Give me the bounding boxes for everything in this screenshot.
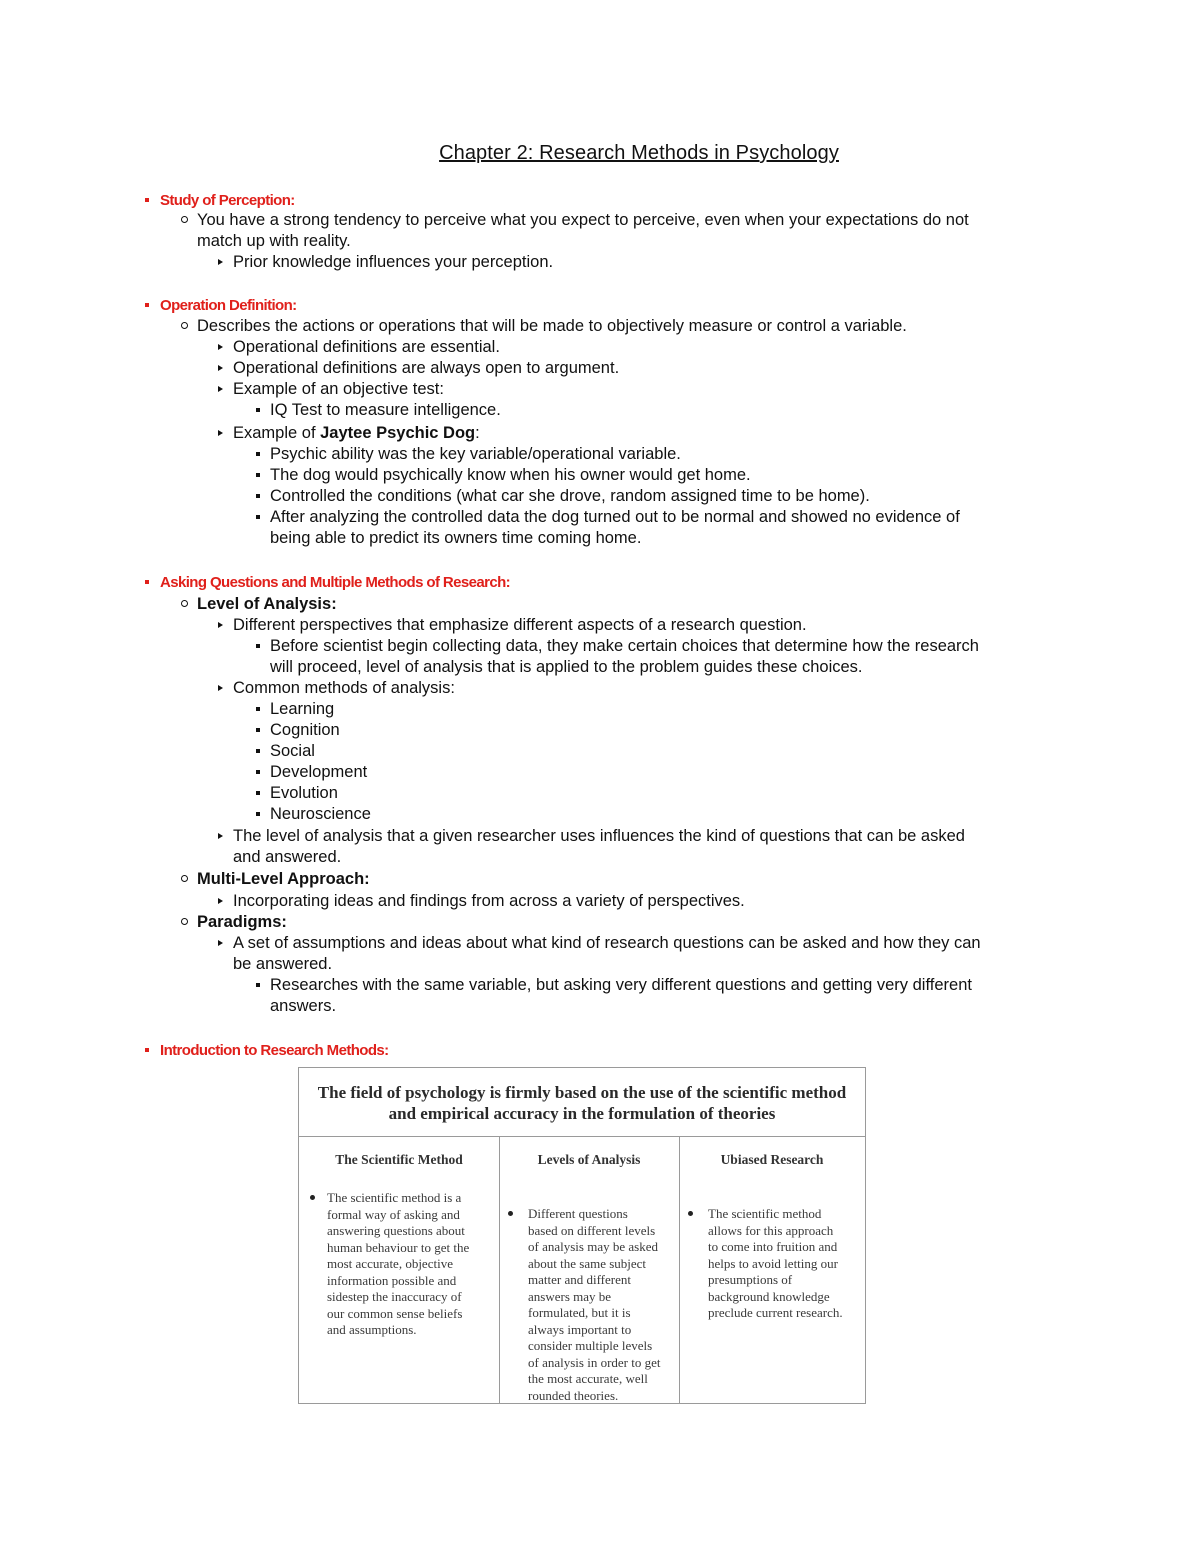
column-line: our common sense beliefs bbox=[327, 1305, 463, 1321]
bullet-marker bbox=[145, 303, 149, 307]
column-heading-scientific-method: The Scientific Method bbox=[335, 1152, 463, 1167]
column-heading-unbiased-research: Ubiased Research bbox=[720, 1152, 824, 1167]
column-divider bbox=[499, 1136, 500, 1403]
column-line: and assumptions. bbox=[327, 1322, 417, 1337]
paradigms-sub-item: Researches with the same variable, but asking very different questions and getting very different bbox=[270, 976, 972, 994]
circle-bullet bbox=[181, 918, 188, 925]
circle-bullet bbox=[181, 875, 188, 882]
square-bullet bbox=[256, 452, 260, 456]
column-line: answers may be bbox=[528, 1288, 612, 1304]
column-heading-levels-of-analysis: Levels of Analysis bbox=[537, 1152, 641, 1167]
square-bullet bbox=[256, 983, 260, 987]
figure-title bbox=[299, 1082, 865, 1124]
operation-point: Describes the actions or operations that will be made to objectively measure or control a variable. bbox=[197, 317, 907, 335]
operation-sub-3: Example of an objective test: bbox=[233, 380, 444, 398]
square-bullet bbox=[256, 494, 260, 498]
operation-sub-3-item: IQ Test to measure intelligence. bbox=[270, 401, 501, 419]
section-heading-intro: Introduction to Research Methods: bbox=[160, 1042, 389, 1059]
square-bullet bbox=[256, 728, 260, 732]
bullet-marker bbox=[145, 580, 149, 584]
square-bullet bbox=[256, 408, 260, 412]
triangle-bullet bbox=[218, 898, 223, 904]
operation-sub-2: Operational definitions are always open to argument. bbox=[233, 359, 620, 377]
multi-level-sub: Incorporating ideas and findings from across a variety of perspectives. bbox=[233, 892, 745, 910]
column-line: formal way of asking and bbox=[327, 1206, 460, 1222]
column-line: based on different levels bbox=[528, 1222, 656, 1238]
triangle-bullet bbox=[218, 430, 223, 436]
column-line: about the same subject bbox=[528, 1255, 647, 1271]
method-learning: Learning bbox=[270, 700, 335, 718]
figure-divider bbox=[299, 1136, 865, 1137]
operation-sub-4 bbox=[233, 423, 480, 444]
column-line: of analysis may be asked bbox=[528, 1239, 658, 1254]
square-bullet bbox=[256, 473, 260, 477]
square-bullet bbox=[256, 812, 260, 816]
column-line: The scientific method bbox=[708, 1206, 822, 1221]
section-heading-operation: Operation Definition: bbox=[160, 297, 297, 314]
column-line: information possible and bbox=[327, 1272, 457, 1288]
column-line: consider multiple levels bbox=[528, 1338, 653, 1353]
column-line: preclude current research. bbox=[708, 1305, 843, 1320]
column-line: sidestep the inaccuracy of bbox=[327, 1289, 462, 1304]
column-body-levels-of-analysis bbox=[528, 1206, 678, 1404]
jaytee-item-4: After analyzing the controlled data the dog turned out to be normal and showed no evidence of bbox=[270, 508, 960, 526]
figure-bullet bbox=[688, 1211, 693, 1216]
triangle-bullet bbox=[218, 685, 223, 691]
figure-title-line-2: and empirical accuracy in the formulation of theories bbox=[388, 1104, 776, 1123]
triangle-bullet bbox=[218, 365, 223, 371]
research-methods-figure bbox=[298, 1067, 866, 1404]
multi-level-label: Multi-Level Approach: bbox=[197, 870, 370, 888]
column-line: matter and different bbox=[528, 1272, 631, 1287]
triangle-bullet bbox=[218, 833, 223, 839]
triangle-bullet bbox=[218, 622, 223, 628]
jaytee-psychic-dog: Jaytee Psychic Dog bbox=[320, 424, 476, 442]
perception-sub: Prior knowledge influences your perception. bbox=[233, 253, 554, 271]
figure-title-line-1: The field of psychology is firmly based on the use of the scientific method bbox=[317, 1083, 847, 1102]
page-title: Chapter 2: Research Methods in Psychology bbox=[439, 142, 839, 164]
figure-bullet bbox=[310, 1195, 315, 1200]
operation-sub-1: Operational definitions are essential. bbox=[233, 338, 500, 356]
method-neuroscience: Neuroscience bbox=[270, 805, 371, 823]
circle-bullet bbox=[181, 216, 188, 223]
figure-bullet bbox=[508, 1211, 513, 1216]
level-sub-1: Different perspectives that emphasize different aspects of a research question. bbox=[233, 616, 807, 634]
column-line: of analysis in order to get bbox=[528, 1354, 661, 1370]
jaytee-item-4-cont: being able to predict its owners time coming home. bbox=[270, 529, 642, 547]
operation-sub-4-prefix: Example of bbox=[233, 424, 321, 442]
level-sub-3: The level of analysis that a given researcher uses influences the kind of questions that can be asked bbox=[233, 827, 965, 845]
square-bullet bbox=[256, 791, 260, 795]
operation-sub-4-suffix: : bbox=[475, 424, 480, 442]
method-social: Social bbox=[270, 742, 315, 760]
triangle-bullet bbox=[218, 940, 223, 946]
square-bullet bbox=[256, 749, 260, 753]
jaytee-item-1: Psychic ability was the key variable/operational variable. bbox=[270, 445, 681, 463]
paradigms-label: Paradigms: bbox=[197, 913, 287, 931]
square-bullet bbox=[256, 515, 260, 519]
paradigms-sub-item-cont: answers. bbox=[270, 997, 337, 1015]
level-sub-1-item: Before scientist begin collecting data, they make certain choices that determine how the research bbox=[270, 637, 979, 655]
column-line: background knowledge bbox=[708, 1288, 830, 1304]
square-bullet bbox=[256, 770, 260, 774]
square-bullet bbox=[256, 707, 260, 711]
column-line: the most accurate, well bbox=[528, 1371, 648, 1386]
level-sub-2: Common methods of analysis: bbox=[233, 679, 455, 697]
jaytee-item-3: Controlled the conditions (what car she drove, random assigned time to be home). bbox=[270, 487, 870, 505]
column-body-unbiased-research bbox=[708, 1206, 865, 1322]
column-line: helps to avoid letting our bbox=[708, 1255, 838, 1271]
column-line: formulated, but it is bbox=[528, 1305, 631, 1320]
triangle-bullet bbox=[218, 386, 223, 392]
section-heading-perception: Study of Perception: bbox=[160, 192, 295, 209]
column-line: to come into fruition and bbox=[708, 1239, 838, 1254]
jaytee-item-2: The dog would psychically know when his owner would get home. bbox=[270, 466, 751, 484]
column-line: Different questions bbox=[528, 1206, 628, 1221]
column-line: allows for this approach bbox=[708, 1222, 834, 1238]
column-body-scientific-method bbox=[327, 1190, 499, 1339]
column-line: answering questions about bbox=[327, 1223, 465, 1238]
paradigms-sub: A set of assumptions and ideas about what kind of research questions can be asked and how they can bbox=[233, 934, 981, 952]
triangle-bullet bbox=[218, 344, 223, 350]
perception-point: You have a strong tendency to perceive what you expect to perceive, even when your expectations do not bbox=[197, 211, 969, 229]
method-cognition: Cognition bbox=[270, 721, 340, 739]
level-of-analysis-label: Level of Analysis: bbox=[197, 595, 337, 613]
square-bullet bbox=[256, 644, 260, 648]
column-line: The scientific method is a bbox=[327, 1190, 462, 1205]
column-line: always important to bbox=[528, 1321, 632, 1337]
column-divider bbox=[679, 1136, 680, 1403]
column-line: most accurate, objective bbox=[327, 1256, 453, 1271]
column-line: human behaviour to get the bbox=[327, 1239, 470, 1255]
column-line: rounded theories. bbox=[528, 1387, 619, 1403]
circle-bullet bbox=[181, 600, 188, 607]
circle-bullet bbox=[181, 322, 188, 329]
method-development: Development bbox=[270, 763, 368, 781]
bullet-marker bbox=[145, 198, 149, 202]
level-sub-3-cont: and answered. bbox=[233, 848, 342, 866]
method-evolution: Evolution bbox=[270, 784, 338, 802]
perception-point-cont: match up with reality. bbox=[197, 232, 351, 250]
level-sub-1-item-cont: will proceed, level of analysis that is applied to the problem guides these choices. bbox=[270, 658, 863, 676]
paradigms-sub-cont: be answered. bbox=[233, 955, 333, 973]
bullet-marker bbox=[145, 1048, 149, 1052]
section-heading-asking: Asking Questions and Multiple Methods of Research: bbox=[160, 574, 511, 591]
column-line: presumptions of bbox=[708, 1272, 793, 1287]
triangle-bullet bbox=[218, 259, 223, 265]
